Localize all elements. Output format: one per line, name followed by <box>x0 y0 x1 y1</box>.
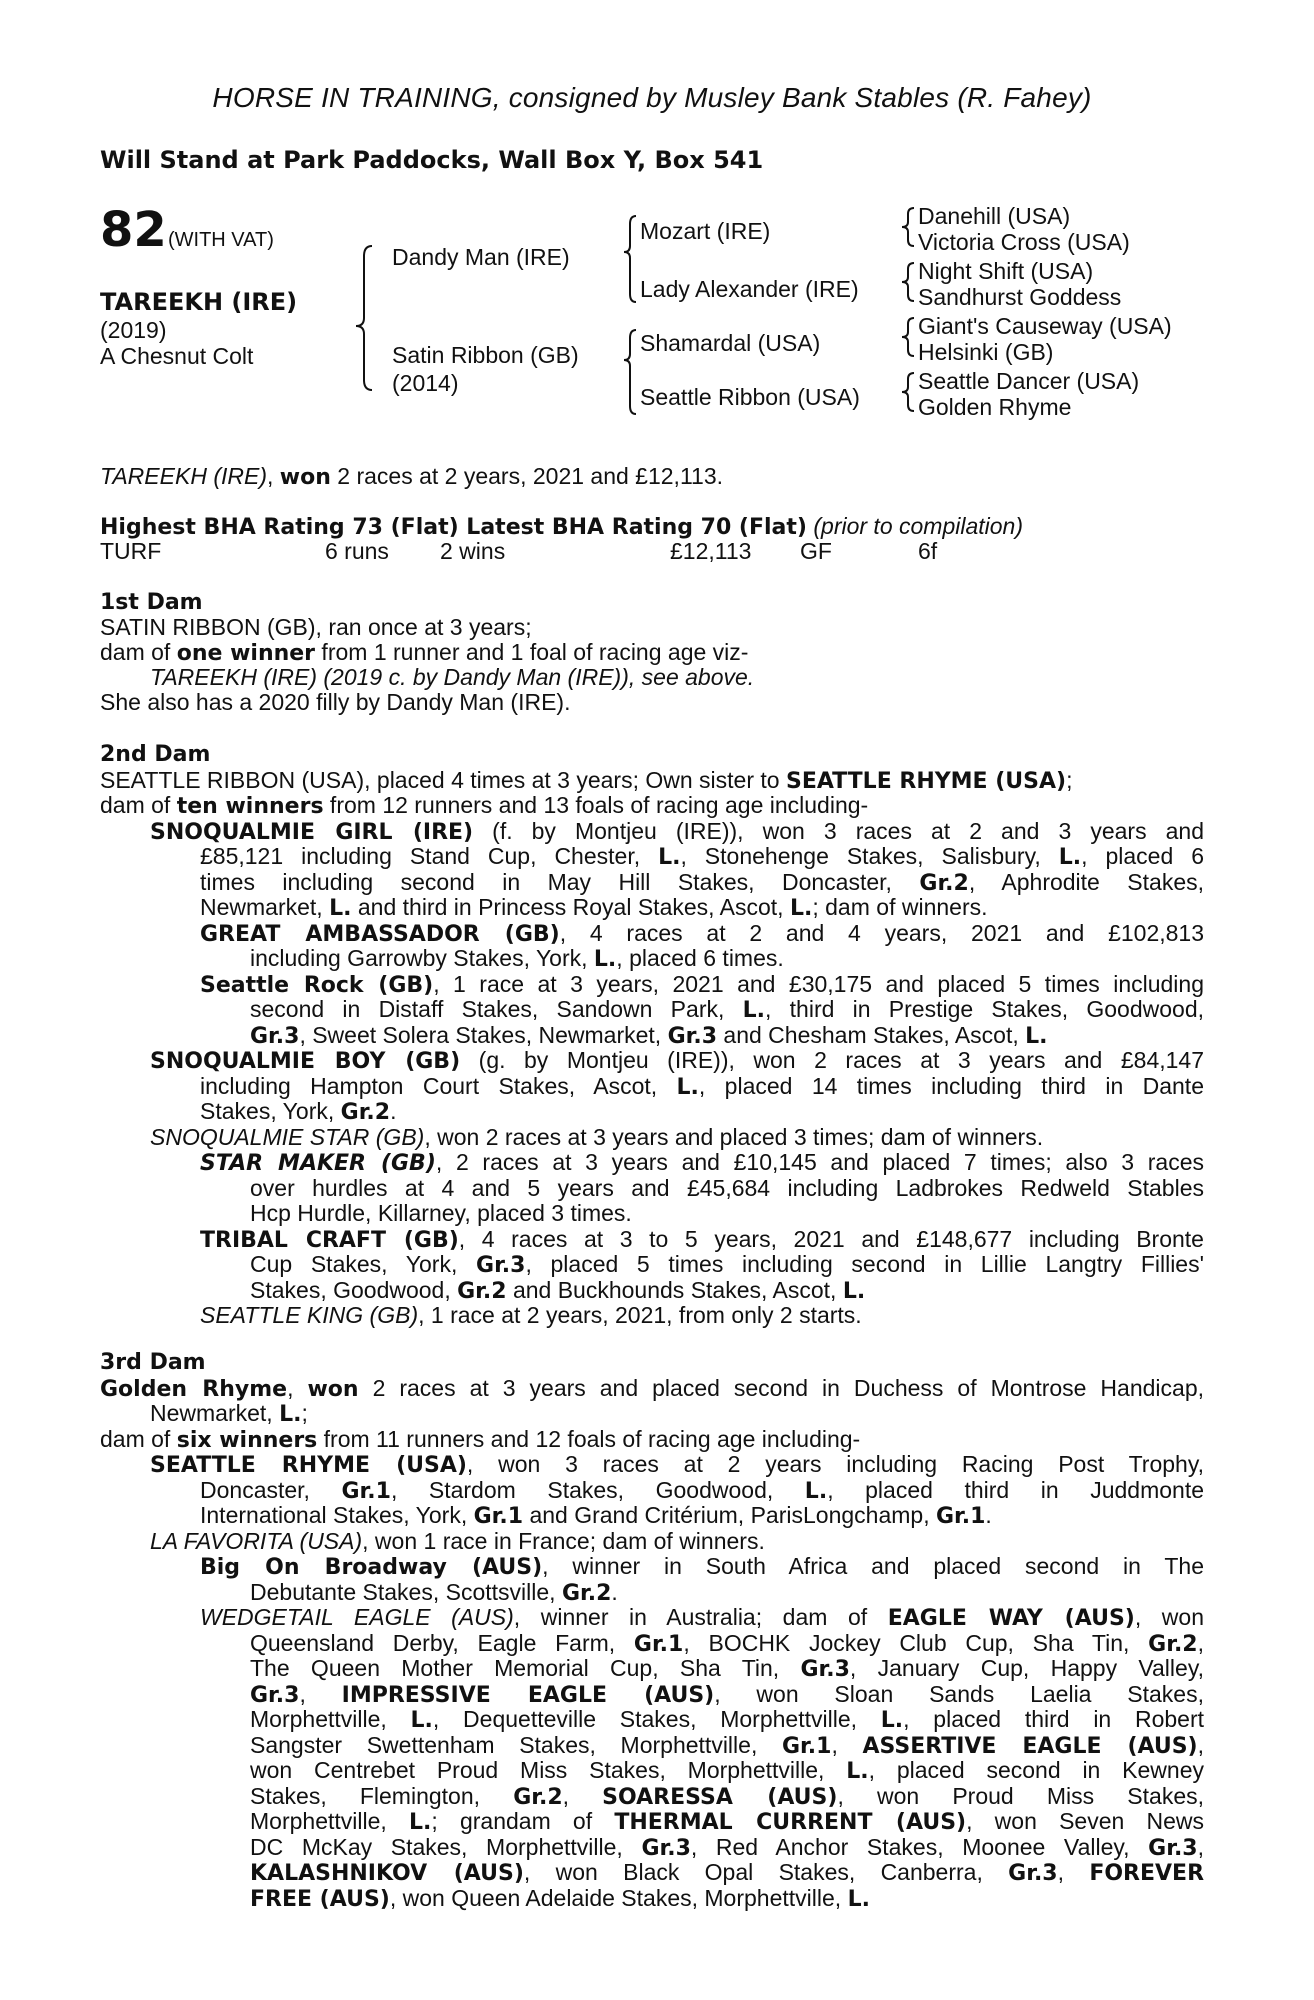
vat-note: (WITH VAT) <box>168 229 274 251</box>
rating-wins: 2 wins <box>440 538 506 564</box>
rating-runs: 6 runs <box>325 538 389 564</box>
progeny-entry: SNOQUALMIE GIRL (IRE) (f. by Montjeu (IRE)), won 3 races at 2 and 3 years and <box>150 817 1204 845</box>
progeny-entry: SEATTLE RHYME (USA), won 3 races at 2 years including Racing Post Trophy, <box>150 1451 1205 1478</box>
progeny-entry: SNOQUALMIE BOY (GB) (g. by Montjeu (IRE)), won 2 races at 3 years and £84,147 <box>150 1047 1204 1074</box>
pedigree-dam-sire: Shamardal (USA) <box>640 330 821 356</box>
pedigree-sdd: Sandhurst Goddess <box>918 284 1122 310</box>
pedigree-sire: Dandy Man (IRE) <box>392 244 570 270</box>
pedigree-dds: Seattle Dancer (USA) <box>918 368 1140 394</box>
pedigree-sire-sire: Mozart (IRE) <box>640 218 771 244</box>
lot-number: 82 <box>100 202 167 258</box>
rating-going: GF <box>800 538 832 564</box>
pedigree-sds: Night Shift (USA) <box>918 258 1094 284</box>
rating-note: (prior to compilation) <box>813 513 1024 539</box>
pedigree-sss: Danehill (USA) <box>918 203 1071 229</box>
horse-year: (2019) <box>100 317 167 343</box>
horse-name: TAREEKH (IRE) <box>100 288 298 316</box>
horse-description: A Chesnut Colt <box>100 343 254 369</box>
pedigree-ddd: Golden Rhyme <box>918 394 1072 420</box>
progeny-entry: SNOQUALMIE STAR (GB), won 2 races at 3 years and placed 3 times; dam of winners. <box>150 1123 1044 1150</box>
third-dam-title: 3rd Dam <box>100 1350 206 1375</box>
pedigree-dsd: Helsinki (GB) <box>918 339 1054 365</box>
rating-distance: 6f <box>918 538 938 564</box>
pedigree-sire-dam: Lady Alexander (IRE) <box>640 276 859 302</box>
pedigree-dam-dam: Seattle Ribbon (USA) <box>640 384 860 410</box>
first-dam-title: 1st Dam <box>100 590 203 615</box>
progeny-entry: LA FAVORITA (USA), won 1 race in France; dam of winners. <box>150 1527 765 1554</box>
pedigree-dss: Giant's Causeway (USA) <box>918 313 1172 339</box>
rating-earnings: £12,113 <box>670 538 752 564</box>
second-dam-title: 2nd Dam <box>100 742 211 767</box>
rating-surface: TURF <box>100 538 162 564</box>
pedigree-dam-year: (2014) <box>392 370 459 396</box>
consignor-heading: HORSE IN TRAINING, consigned by Musley Bank Stables (R. Fahey) <box>212 82 1092 113</box>
pedigree-dam: Satin Ribbon (GB) <box>392 342 579 368</box>
rating-line: Highest BHA Rating 73 (Flat) Latest BHA Rating 70 (Flat) <box>100 515 807 540</box>
stabling-info: Will Stand at Park Paddocks, Wall Box Y, Box 541 <box>100 146 764 174</box>
pedigree-ssd: Victoria Cross (USA) <box>918 229 1130 255</box>
